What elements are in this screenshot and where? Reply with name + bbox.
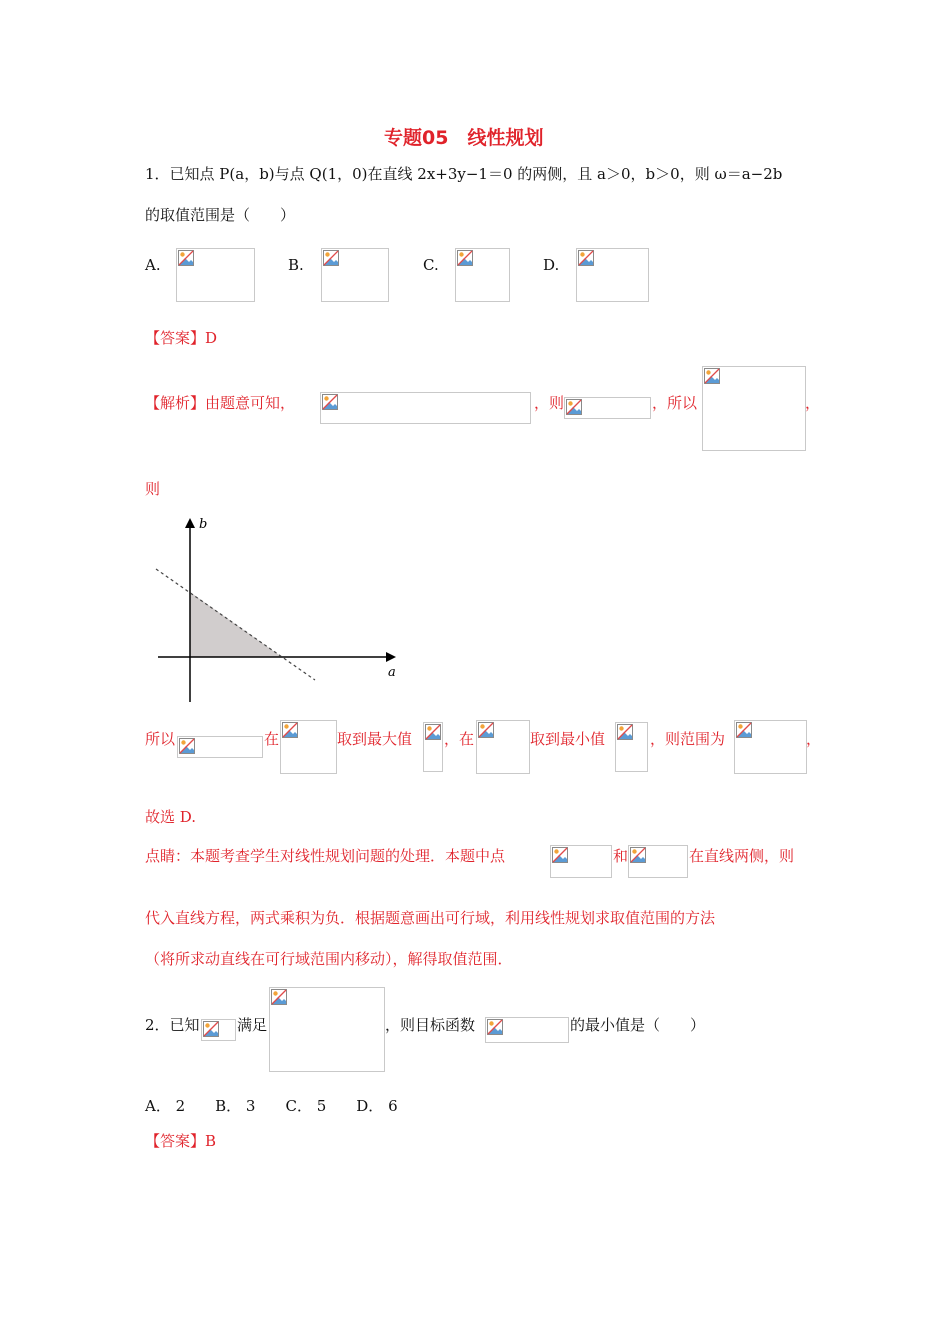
result-max-value — [423, 722, 443, 772]
result-point-2 — [476, 720, 530, 774]
broken-image-icon — [617, 724, 633, 740]
option-c-label: C. — [423, 256, 439, 274]
broken-image-icon — [578, 250, 594, 266]
question-2-c: ，则目标函数 — [385, 1016, 476, 1034]
comment-line-1a: 点睛：本题考查学生对线性规划问题的处理．本题中点 — [145, 847, 506, 865]
comment-line-1b: 和 — [613, 847, 629, 865]
answer-2: 【答案】B — [145, 1132, 217, 1150]
result-suoyi: 所以 — [145, 730, 176, 748]
broken-image-icon — [736, 722, 752, 738]
option-a-image — [176, 248, 255, 302]
broken-image-icon — [179, 738, 195, 754]
a-axis-label: a — [388, 665, 396, 680]
question-2-vars — [201, 1019, 236, 1041]
result-zai-2: ，在 — [444, 730, 475, 748]
broken-image-icon — [323, 250, 339, 266]
broken-image-icon — [203, 1021, 219, 1037]
analysis-formula-3 — [702, 366, 806, 451]
result-point-1 — [280, 720, 337, 774]
question-1-line-1: 1．已知点 P(a，b)与点 Q(1，0)在直线 2x+3y−1＝0 的两侧，且 a＞0，b＞0，则 ω＝a−2b — [145, 165, 783, 183]
broken-image-icon — [478, 722, 494, 738]
b-axis-arrow — [185, 518, 195, 528]
option-b-image — [321, 248, 389, 302]
broken-image-icon — [178, 250, 194, 266]
result-min: 取到最小值 — [530, 730, 606, 748]
choose-d: 故选 D. — [145, 808, 197, 826]
comment-line-1c: 在直线两侧，则 — [689, 847, 795, 865]
analysis-so: ，所以 — [652, 394, 698, 412]
question-2-objective — [485, 1017, 569, 1043]
analysis-comma: ， — [805, 394, 821, 412]
question-2-d: 的最小值是（ ） — [570, 1016, 706, 1034]
broken-image-icon — [630, 847, 646, 863]
page-title: 专题05 线性规划 — [384, 127, 544, 149]
feasible-region-graph — [150, 512, 410, 707]
result-min-value — [615, 722, 648, 772]
comment-line-2: 代入直线方程，两式乘积为负．根据题意画出可行域，利用线性规划求取值范围的方法 — [145, 909, 716, 927]
b-axis-label: b — [199, 517, 208, 532]
result-range: ，则范围为 — [650, 730, 726, 748]
broken-image-icon — [552, 847, 568, 863]
question-2-a: 2．已知 — [145, 1016, 200, 1034]
comment-point-p — [550, 845, 612, 878]
broken-image-icon — [282, 722, 298, 738]
broken-image-icon — [271, 989, 287, 1005]
option-b-label: B. — [288, 256, 304, 274]
result-zai-1: 在 — [264, 730, 280, 748]
a-axis-arrow — [386, 652, 396, 662]
result-comma: ， — [806, 730, 822, 748]
question-1-line-2: 的取值范围是（ ） — [145, 206, 296, 224]
option-d-label: D. — [543, 256, 560, 274]
broken-image-icon — [425, 724, 441, 740]
result-max: 取到最大值 — [337, 730, 413, 748]
broken-image-icon — [487, 1019, 503, 1035]
comment-point-q — [628, 845, 688, 878]
analysis-formula-2 — [564, 397, 651, 419]
result-range-value — [734, 720, 807, 774]
broken-image-icon — [566, 399, 582, 415]
broken-image-icon — [457, 250, 473, 266]
answer-1: 【答案】D — [145, 329, 218, 347]
broken-image-icon — [322, 394, 338, 410]
question-2-options: A． 2 B． 3 C． 5 D． 6 — [145, 1097, 398, 1115]
analysis-then: ，则 — [534, 394, 565, 412]
question-2-constraints — [269, 987, 385, 1072]
analysis-formula-1 — [320, 392, 531, 424]
comment-line-3: （将所求动直线在可行域范围内移动），解得取值范围． — [145, 950, 513, 968]
broken-image-icon — [704, 368, 720, 384]
option-a-label: A. — [145, 256, 161, 274]
boundary-line — [156, 569, 315, 680]
option-c-image — [455, 248, 510, 302]
analysis-prefix: 【解析】由题意可知， — [145, 394, 296, 412]
question-2-b: 满足 — [237, 1016, 268, 1034]
option-d-image — [576, 248, 649, 302]
analysis-ze: 则 — [145, 480, 161, 498]
result-formula-1 — [177, 736, 263, 758]
